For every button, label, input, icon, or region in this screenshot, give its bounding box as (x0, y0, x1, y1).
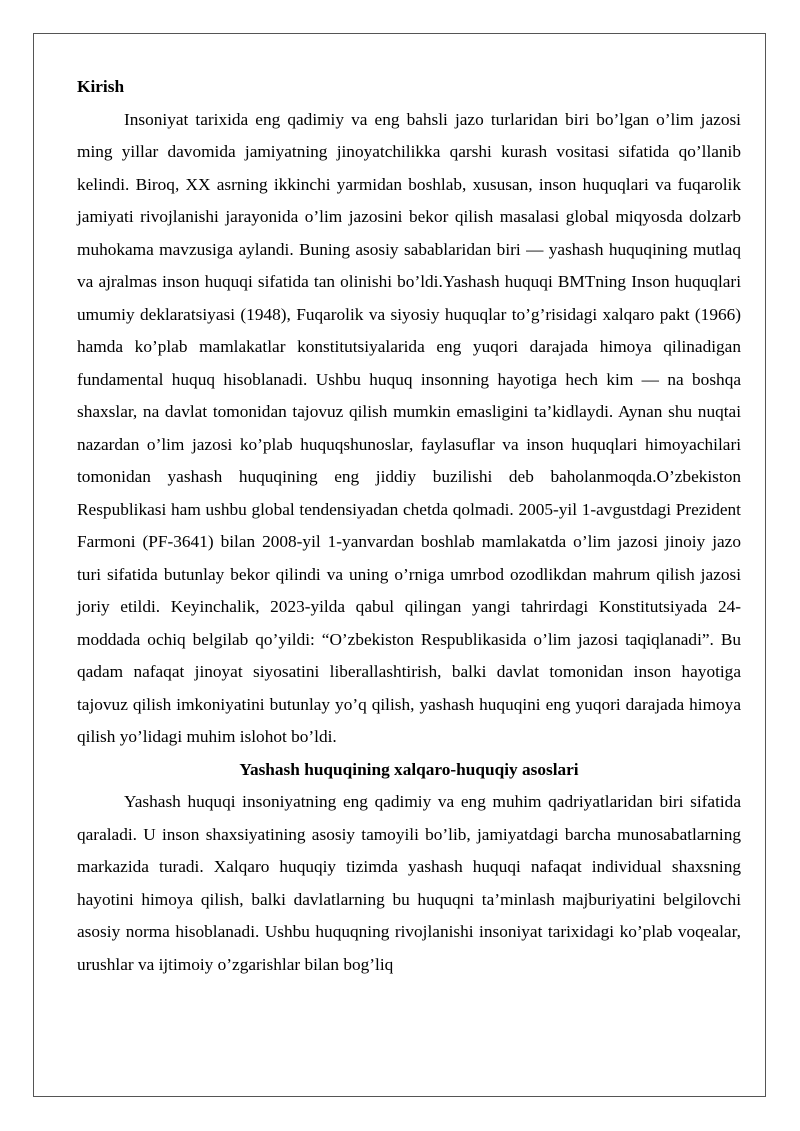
section-heading-legal-basis: Yashash huquqining xalqaro-huquqiy asoslari (239, 759, 579, 779)
legal-basis-paragraph: Yashash huquqi insoniyatning eng qadimiy va eng muhim qadriyatlaridan biri sifatida qaraladi. U inson shaxsiyatining asosiy tamoyili bo’lib, jamiyatdagi barcha munosabatlarning markazida turadi. Xalqaro huquqiy tizimda yashash huquqi nafaqat individual shaxsning hayotini himoya qilish, balki davlatlarning bu huquqni ta’minlash majburiyatini belgilovchi asosiy norma hisoblanadi. Ushbu huquqning rivojlanishi insoniyat tarixidagi ko’plab voqealar, urushlar va ijtimoiy o’zgarishlar bilan bog’liq (77, 792, 741, 974)
intro-paragraph: Insoniyat tarixida eng qadimiy va eng bahsli jazo turlaridan biri bo’lgan o’lim jazosi ming yillar davomida jamiyatning jinoyatchilikka qarshi kurash vositasi sifatida qo’llanib kelindi. Biroq, XX asrning ikkinchi yarmidan boshlab, xususan, inson huquqlari va fuqarolik jamiyati rivojlanishi jarayonida o’lim jazosini bekor qilish masalasi global miqyosda dolzarb muhokama mavzusiga aylandi. Buning asosiy sabablaridan biri — yashash huquqining mutlaq va ajralmas inson huquqi sifatida tan olinishi bo’ldi.Yashash huquqi BMTning Inson huquqlari umumiy deklaratsiyasi (1948), Fuqarolik va siyosiy huquqlar to’g’risidagi xalqaro pakt (1966) hamda ko’plab mamlakatlar konstitutsiyalarida eng yuqori darajada himoya qilinadigan fundamental huquq hisoblanadi. Ushbu huquq insonning hayotiga hech kim — na boshqa shaxslar, na davlat tomonidan tajovuz qilish mumkin emasligini ta’kidlaydi. Aynan shu nuqtai nazardan o’lim jazosi ko’plab huquqshunoslar, faylasuflar va inson huquqlari himoyachilari tomonidan yashash huquqining eng jiddiy buzilishi deb baholanmoqda.O’zbekiston Respublikasi ham ushbu global tendensiyadan chetda qolmadi. 2005-yil 1-avgustdagi Prezident Farmoni (PF-3641) bilan 2008-yil 1-yanvardan boshlab mamlakatda o’lim jazosi jinoiy jazo turi sifatida butunlay bekor qilindi va uning o’rniga umrbod ozodlikdan mahrum qilish jazosi joriy etildi. Keyinchalik, 2023-yilda qabul qilingan yangi tahrirdagi Konstitutsiyada 24-moddada ochiq belgilab qo’yildi: “O’zbekiston Respublikasida o’lim jazosi taqiqlanadi”. Bu qadam nafaqat jinoyat siyosatini liberallashtirish, balki davlat tomonidan inson hayotiga tajovuz qilish imkoniyatini butunlay yo’q qilish, yashash huquqini eng yuqori darajada himoya qilish yo’lidagi muhim islohot bo’ldi. (77, 109, 741, 746)
document-body (77, 71, 741, 981)
section-heading-intro: Kirish (77, 77, 125, 96)
